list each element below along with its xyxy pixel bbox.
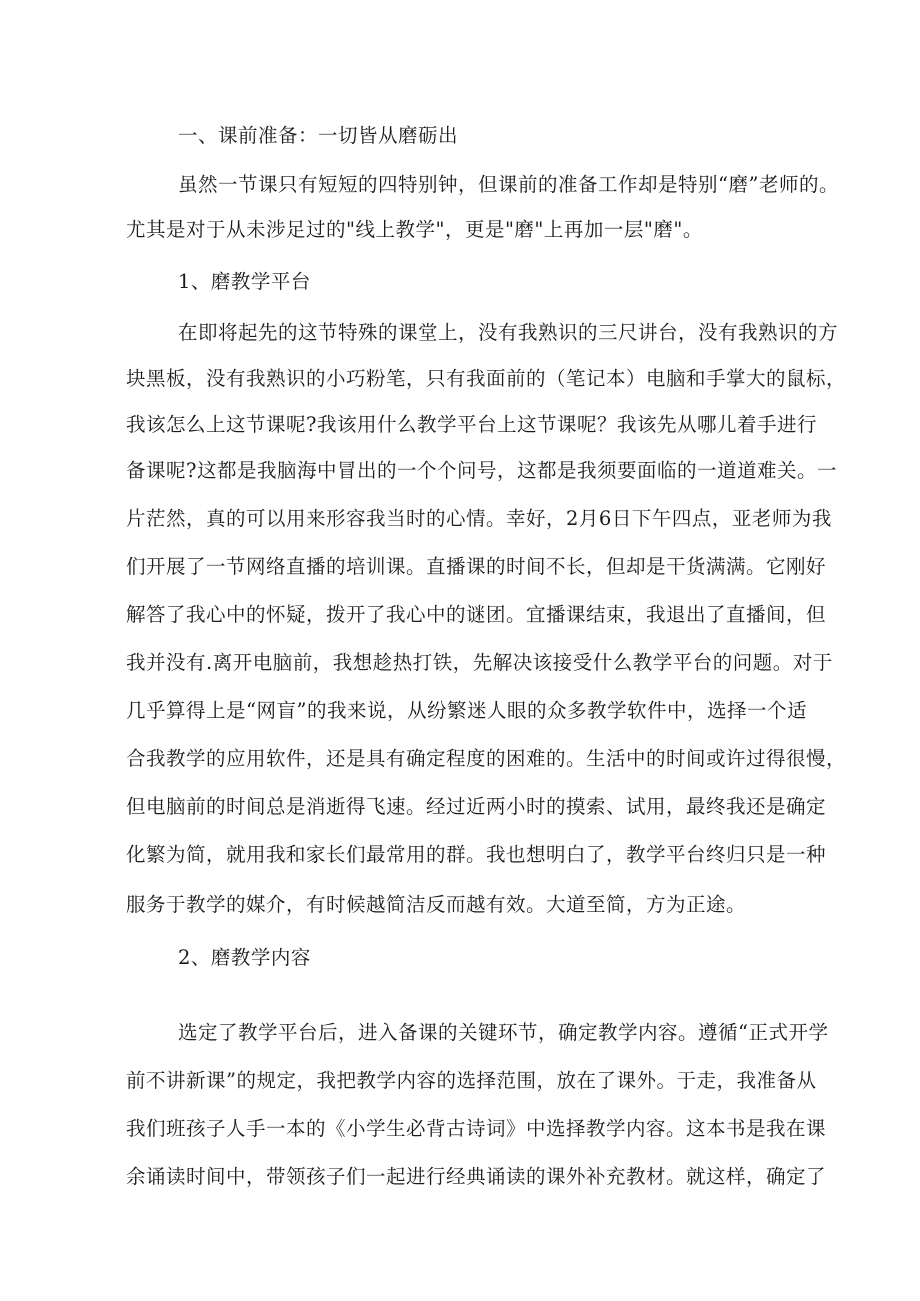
paragraph-line: 选定了教学平台后，进入备课的关键环节，确定教学内容。遵循“正式开学 — [178, 1021, 829, 1044]
paragraph-line: 我该怎么上这节课呢?我该用什么教学平台上这节课呢？我该先从哪儿着手进行 — [126, 413, 817, 436]
paragraph-line: 几乎算得上是“网盲”的我来说，从纷繁迷人眼的众多教学软件中，选择一个适 — [126, 699, 807, 722]
subsection-heading: 1、磨教学平台 — [178, 270, 311, 293]
paragraph-line: 我并没有.离开电脑前，我想趁热打铁，先解决该接受什么教学平台的问题。对于 — [126, 651, 833, 674]
paragraph-line: 尤其是对于从未涉足过的"线上教学"，更是"磨"上再加一层"磨"。 — [126, 218, 703, 241]
paragraph-line: 我们班孩子人手一本的《小学生必背古诗词》中选择教学内容。这本书是我在课 — [126, 1117, 827, 1140]
paragraph-line: 片茫然，真的可以用来形容我当时的心情。幸好，2月6日下午四点，亚老师为我 — [126, 507, 832, 530]
paragraph-line: 在即将起先的这节特殊的课堂上，没有我熟识的三尺讲台，没有我熟识的方 — [178, 321, 839, 344]
paragraph-line: 合我教学的应用软件，还是具有确定程度的困难的。生活中的时间或许过得很慢， — [126, 747, 847, 770]
subsection-heading: 2、磨教学内容 — [178, 946, 311, 969]
paragraph-line: 前不讲新课”的规定，我把教学内容的选择范围，放在了课外。于走，我准备从 — [126, 1069, 817, 1092]
paragraph-line: 但电脑前的时间总是消逝得飞速。经过近两小时的摸索、试用，最终我还是确定 — [126, 795, 827, 818]
paragraph-line: 余诵读时间中，带领孩子们一起进行经典诵读的课外补充教材。就这样，确定了 — [126, 1165, 827, 1188]
paragraph-line: 备课呢?这都是我脑海中冒出的一个个问号，这都是我须要面临的一道道难关。一 — [126, 459, 837, 482]
paragraph-line: 解答了我心中的怀疑，拨开了我心中的谜团。宜播课结束，我退出了直播间，但 — [126, 603, 827, 626]
paragraph-line: 化繁为简，就用我和家长们最常用的群。我也想明白了，教学平台终归只是一种 — [126, 843, 827, 866]
paragraph-line: 们开展了一节网络直播的培训课。直播课的时间不长，但却是干货满满。它刚好 — [126, 555, 827, 578]
paragraph-line: 虽然一节课只有短短的四特别钟，但课前的准备工作却是特别“磨”老师的。 — [178, 173, 839, 196]
paragraph-line: 块黑板，没有我熟识的小巧粉笔，只有我面前的（笔记本）电脑和手掌大的鼠标， — [126, 367, 847, 390]
paragraph-line: 服务于教学的媒介，有时候越简洁反而越有效。大道至简，方为正途。 — [126, 893, 747, 916]
section-heading: 一、课前准备：一切皆从磨砺出 — [178, 124, 459, 147]
